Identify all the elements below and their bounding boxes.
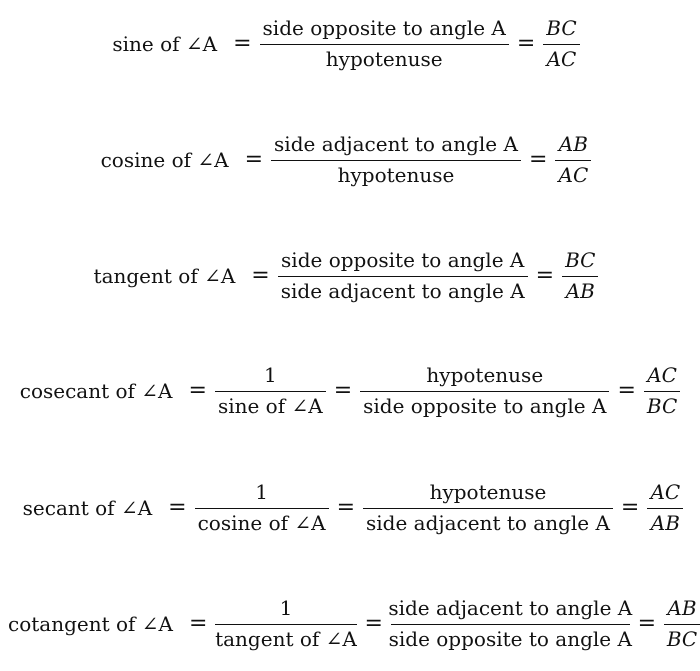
denominator: BC [646,393,678,418]
fraction-bar [271,160,521,161]
fraction-bar [562,276,598,277]
fraction [360,365,609,417]
fraction [644,365,680,417]
fraction-bar [360,391,609,392]
equation-lhs: sine of ∠A [112,32,218,57]
equation-sine [0,18,692,70]
fraction-bar [644,391,680,392]
fraction [555,134,591,186]
denominator: tangent of ∠A [215,626,357,651]
equals-sign: = [188,378,207,404]
equals-sign: = [244,147,264,173]
equals-sign: = [364,611,383,637]
fraction [260,18,509,70]
fraction-bar [215,391,326,392]
denominator: side adjacent to angle A [280,278,525,303]
numerator: 1 [263,363,277,387]
numerator: 1 [255,480,268,504]
fraction [271,134,521,186]
fraction-bar [278,276,528,277]
equals-sign: = [336,495,356,521]
equals-sign: = [168,495,187,521]
equation-tangent [0,250,692,302]
fraction [215,598,356,650]
denominator: cosine of ∠A [197,510,326,535]
fraction [278,250,528,302]
equals-sign: = [620,495,640,521]
fraction-bar [647,508,683,509]
equation-cosecant [4,365,696,417]
equation-lhs: tangent of ∠A [93,264,236,289]
fraction-bar [363,508,613,509]
numerator: BC [565,248,596,272]
denominator: hypotenuse [337,162,455,187]
fraction [647,482,683,534]
equals-sign: = [233,31,252,57]
numerator: side opposite to angle A [262,16,506,40]
fraction [664,598,700,650]
denominator: AB [650,510,680,535]
fraction-bar [543,44,579,45]
equals-sign: = [637,611,656,637]
equation-cotangent [8,598,700,650]
fraction-bar [260,44,509,45]
fraction [543,18,579,70]
equation-secant [7,482,699,534]
equals-sign: = [189,611,208,637]
equals-sign: = [617,378,636,404]
fraction-bar [664,624,700,625]
equals-sign: = [535,263,555,289]
denominator: sine of ∠A [217,393,323,418]
numerator: side adjacent to angle A [274,132,518,156]
denominator: hypotenuse [325,46,443,71]
fraction [215,365,326,417]
equals-sign: = [528,147,548,173]
numerator: AB [667,596,697,620]
equation-lhs: cosine of ∠A [100,148,229,173]
equals-sign: = [516,31,536,57]
fraction-bar [195,508,329,509]
fraction-bar [215,624,356,625]
numerator: side adjacent to angle A [388,596,633,620]
numerator: AC [650,480,681,504]
fraction [388,596,633,651]
equation-cosine [0,134,692,186]
equation-lhs: secant of ∠A [22,496,153,521]
equals-sign: = [333,378,353,404]
denominator: AC [546,46,577,71]
fraction [195,482,329,534]
equals-sign: = [251,263,270,289]
denominator: AC [558,162,589,187]
equation-lhs: cosecant of ∠A [19,379,173,404]
numerator: 1 [279,596,293,620]
fraction-bar [391,624,630,625]
denominator: AB [565,278,595,303]
denominator: side opposite to angle A [388,626,632,651]
equation-lhs: cotangent of ∠A [8,612,173,637]
numerator: AC [647,363,677,387]
denominator: side opposite to angle A [363,393,607,418]
numerator: hypotenuse [429,480,547,504]
numerator: AB [558,132,588,156]
denominator: side adjacent to angle A [366,510,610,535]
numerator: hypotenuse [426,363,544,387]
fraction-bar [555,160,591,161]
denominator: BC [666,626,698,651]
numerator: side opposite to angle A [281,248,525,272]
fraction [363,482,613,534]
numerator: BC [546,16,577,40]
fraction [562,250,598,302]
